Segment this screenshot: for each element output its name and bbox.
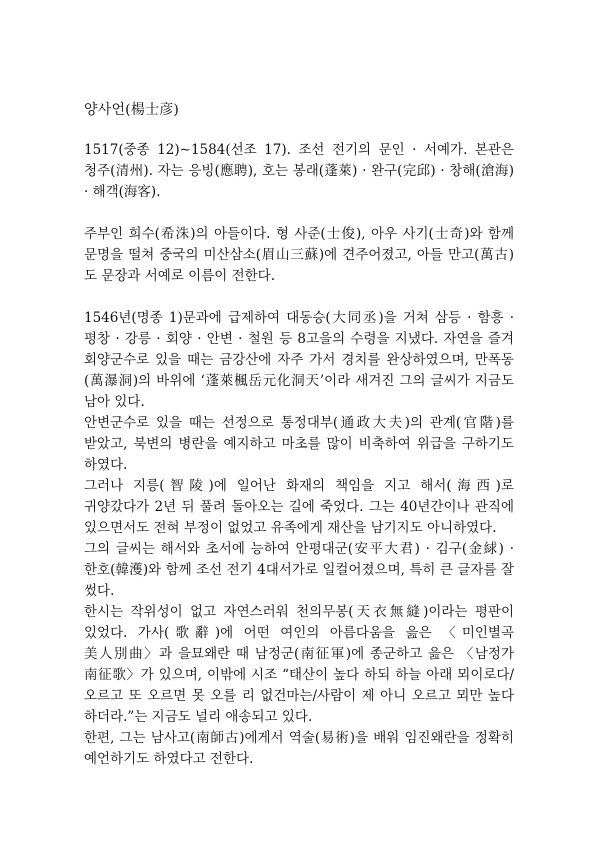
paragraph-calligraphy: 그의 글씨는 해서와 초서에 능하여 안평대군(安平大君) · 김구(金絿) · 한호(韓濩)와 함께 조선 전기 4대서가로 일컬어졌으며, 특히 큰 글자를 잘 썼다. — [84, 541, 514, 599]
paragraph-career: 1546년(명종 1)문과에 급제하여 대동승(大同丞)을 거쳐 삼등 · 함흥 · 평창 · 강릉 · 회양 · 안변 · 철원 등 8고을의 수령을 지냈다. 자연을 즐겨 회양군수로 있을 때는 금강산에 자주 가서 경치를 완상하였으며, 만폭동(萬瀑洞)의 바위에 ‘蓬萊楓岳元化洞天’이라 새겨진 그의 글씨가 지금도 남아 있다. — [84, 310, 514, 410]
paragraph-spacer — [84, 203, 514, 224]
paragraph-family: 주부인 희수(希洙)의 아들이다. 형 사준(士俊), 아우 사기(士奇)와 함께 문명을 떨쳐 중국의 미산삼소(眉山三蘇)에 견주어졌고, 아들 만고(萬古)도 문장과 서예로 이름이 전한다. — [84, 226, 514, 284]
paragraph-spacer — [84, 287, 514, 308]
entry-title: 양사언(楊士彦) — [84, 102, 180, 118]
paragraph-prophecy: 한편, 그는 남사고(南師古)에게서 역술(易術)을 배워 임진왜란을 정확히 예언하기도 하였다고 전한다. — [84, 730, 514, 767]
paragraph-dates-origin: 1517(중종 12)∼1584(선조 17). 조선 전기의 문인 · 서예가. 본관은 청주(清州). 자는 응빙(應聘), 호는 봉래(蓬萊) · 완구(完邱) · 창해(滄海) · 해객(海客). — [84, 142, 514, 200]
paragraph-poetry: 한시는 작위성이 없고 자연스러워 천의무봉(天衣無縫)이라는 평판이 있었다. 가사(歌辭)에 어떤 여인의 아름다움을 읊은 〈미인별곡 美人別曲〉과 을묘왜란 때 남정군(南征軍)에 종군하고 읊은 〈남정가 南征歌〉가 있으며, 이밖에 시조 “태산이 높다 하되 하늘 아래 뫼이로다/오르고 또 오르면 못 오를 리 없건마는/사람이 제 아니 오르고 뫼만 높다 하더라.”는 지금도 널리 애송되고 있다. — [84, 604, 514, 725]
paragraph-anbyeon: 안변군수로 있을 때는 선정으로 통정대부(通政大夫)의 관계(官階)를 받았고, 북변의 병란을 예지하고 마초를 많이 비축하여 위급을 구하기도 하였다. — [84, 415, 514, 473]
paragraph-exile: 그러나 지릉(智陵)에 일어난 화재의 책임을 지고 해서(海西)로 귀양갔다가 2년 뒤 풀려 돌아오는 길에 죽었다. 그는 40년간이나 관직에 있으면서도 전혀 부정이 없었고 유족에게 재산을 남기지도 아니하였다. — [84, 478, 514, 536]
document-page — [84, 100, 514, 770]
